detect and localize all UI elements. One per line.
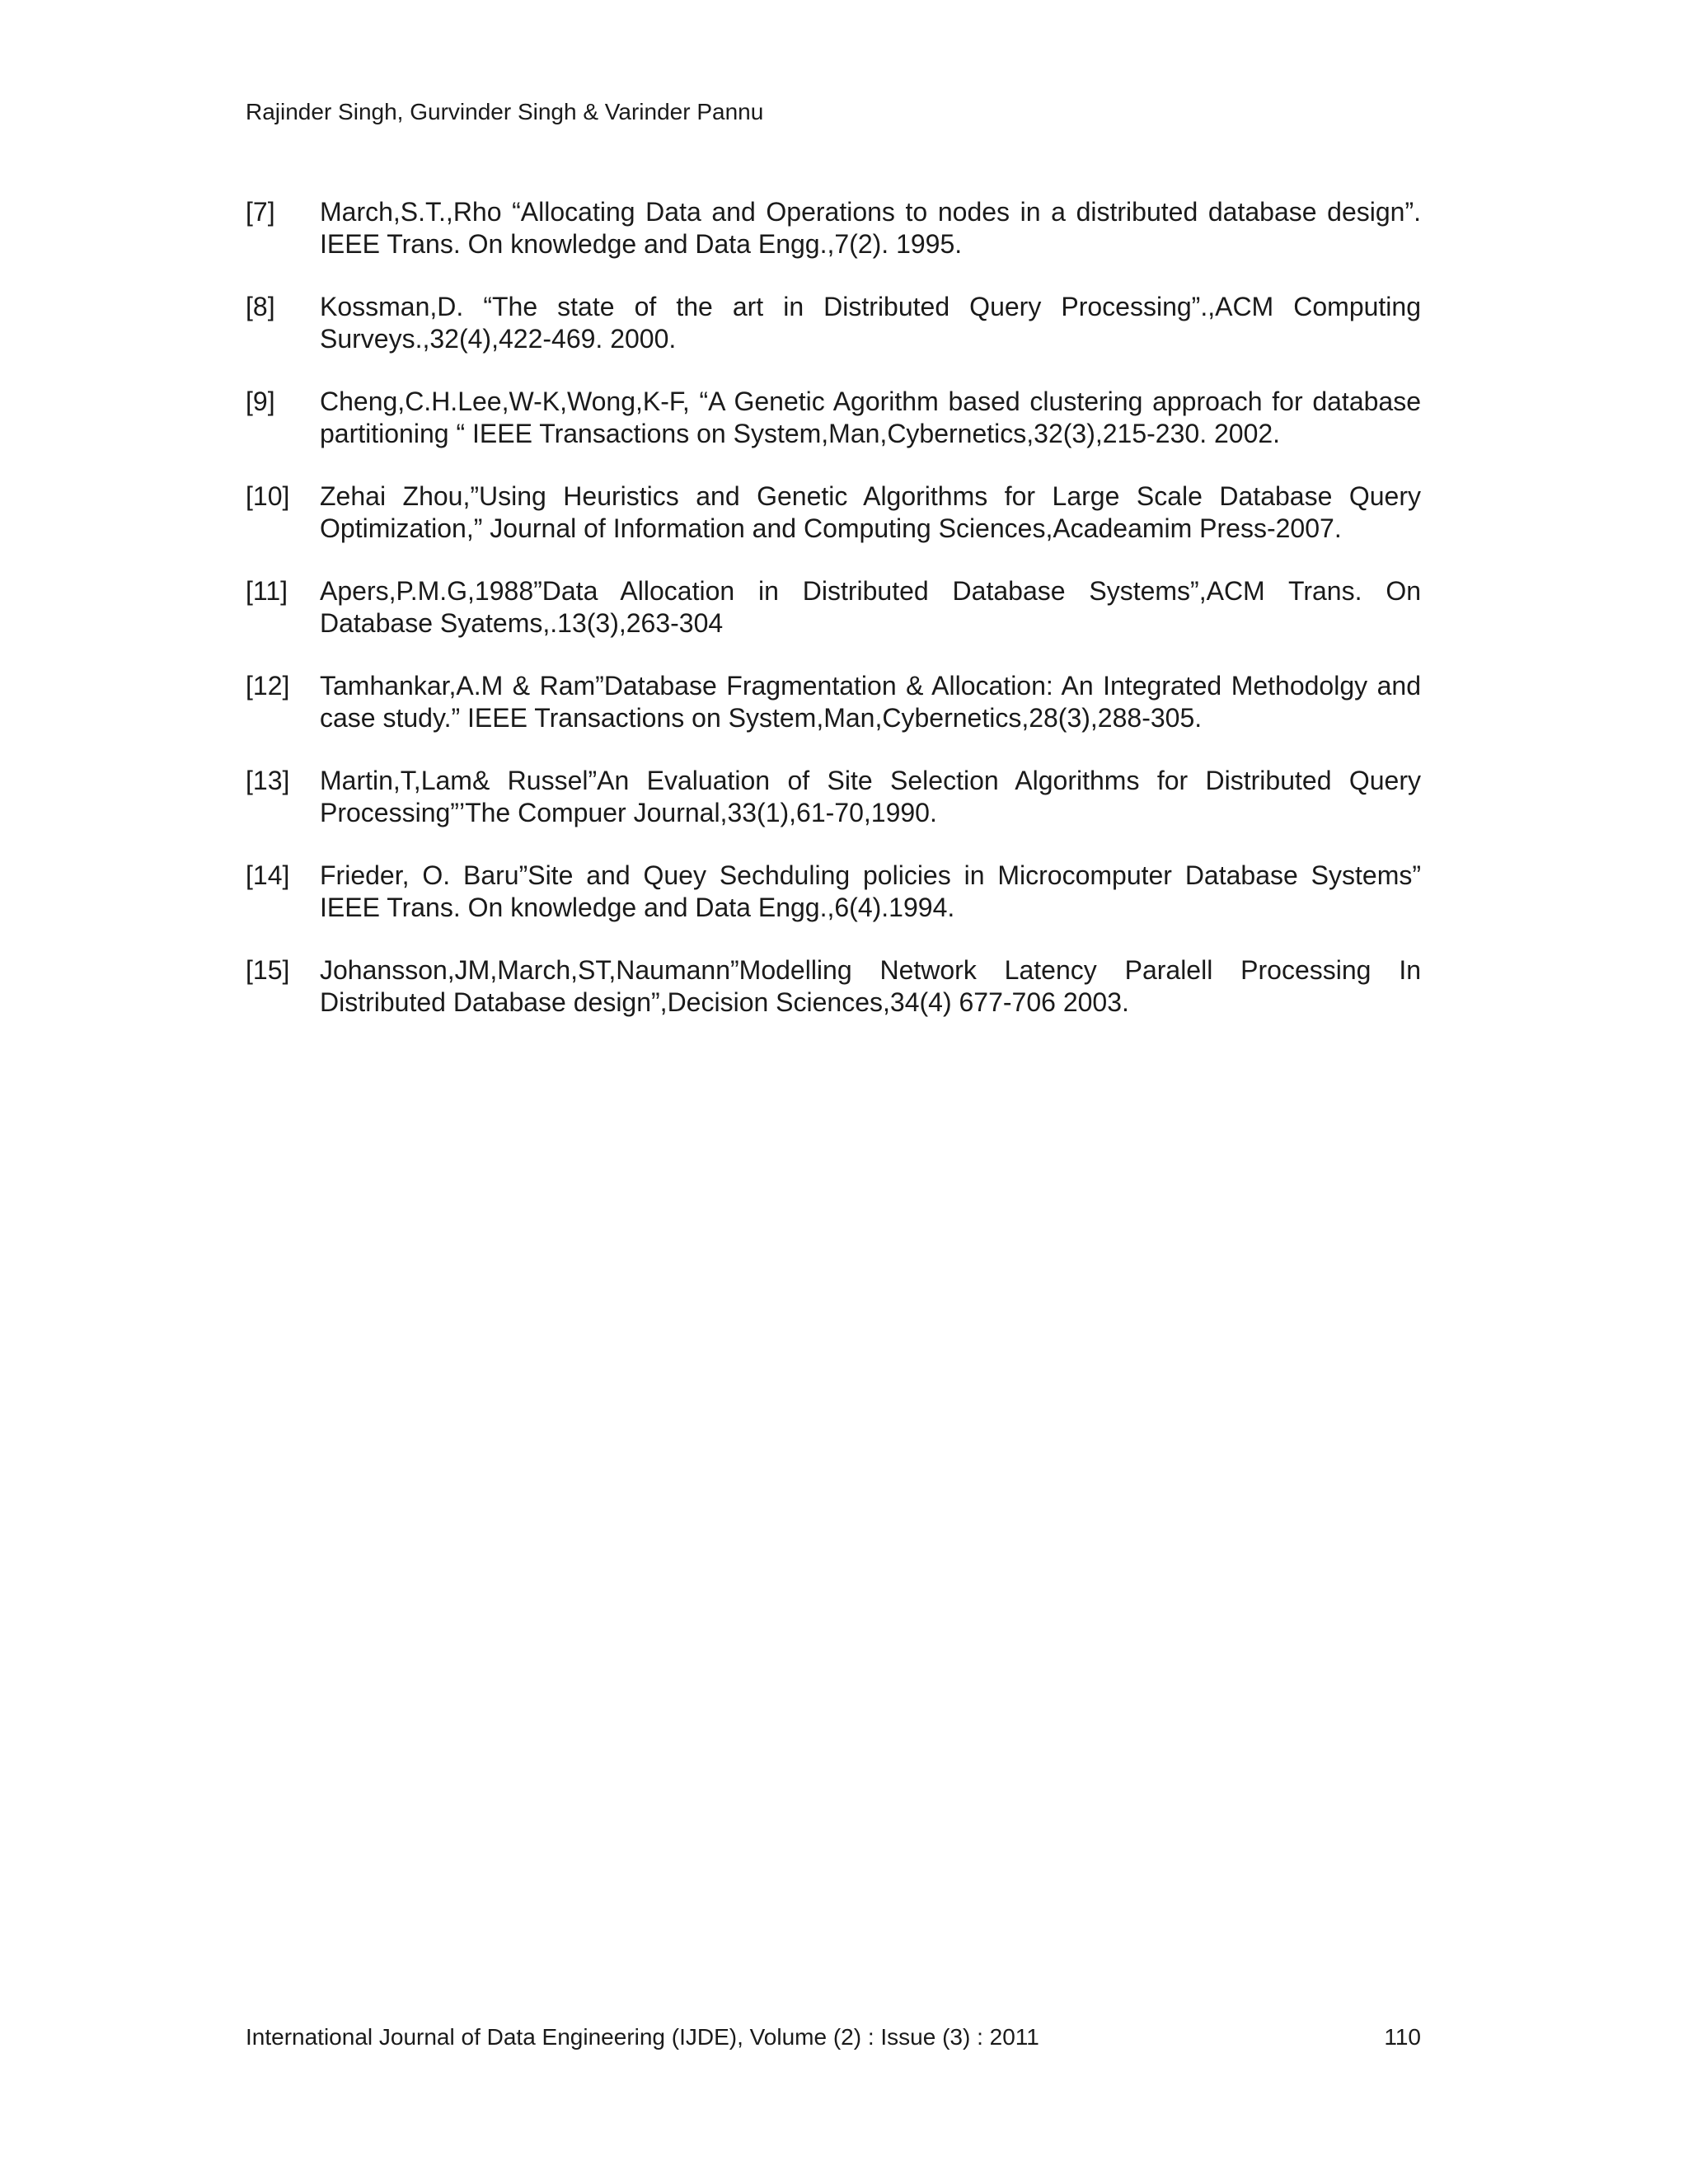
reference-item bbox=[246, 670, 1421, 733]
footer-journal-citation: International Journal of Data Engineering (IJDE), Volume (2) : Issue (3) : 2011 bbox=[246, 2024, 1039, 2050]
reference-text: Zehai Zhou,”Using Heuristics and Genetic Algorithms for Large Scale Database Query Optimization,” Journal of Information and Computing Sciences,Acadeamim Press-2007. bbox=[320, 481, 1421, 543]
reference-number: [10] bbox=[246, 481, 290, 511]
reference-item bbox=[246, 480, 1421, 544]
reference-text: March,S.T.,Rho “Allocating Data and Operations to nodes in a distributed database design”. IEEE Trans. On knowledge and Data Engg.,7(2). 1995. bbox=[320, 197, 1421, 259]
reference-item bbox=[246, 860, 1421, 923]
reference-text: Martin,T,Lam& Russel”An Evaluation of Site Selection Algorithms for Distributed Query Processing”’The Compuer Journal,33(1),61-70,1990. bbox=[320, 766, 1421, 827]
reference-text: Johansson,JM,March,ST,Naumann”Modelling Network Latency Paralell Processing In Distributed Database design”,Decision Sciences,34(4) 677-706 2003. bbox=[320, 955, 1421, 1017]
reference-item bbox=[246, 386, 1421, 449]
reference-item bbox=[246, 575, 1421, 639]
reference-item bbox=[246, 765, 1421, 828]
reference-number: [7] bbox=[246, 197, 275, 227]
reference-number: [8] bbox=[246, 292, 275, 321]
reference-number: [11] bbox=[246, 576, 288, 606]
reference-number: [12] bbox=[246, 671, 290, 701]
reference-number: [9] bbox=[246, 387, 275, 416]
reference-text: Cheng,C.H.Lee,W-K,Wong,K-F, “A Genetic Agorithm based clustering approach for database partitioning “ IEEE Transactions on System,Man,Cybernetics,32(3),215-230. 2002. bbox=[320, 387, 1421, 448]
reference-item bbox=[246, 954, 1421, 1018]
reference-number: [15] bbox=[246, 955, 290, 985]
running-head-authors: Rajinder Singh, Gurvinder Singh & Varinder Pannu bbox=[246, 99, 764, 124]
reference-number: [14] bbox=[246, 860, 290, 890]
reference-number: [13] bbox=[246, 766, 290, 795]
reference-text: Kossman,D. “The state of the art in Distributed Query Processing”.,ACM Computing Surveys.,32(4),422-469. 2000. bbox=[320, 292, 1421, 354]
reference-text: Frieder, O. Baru”Site and Quey Sechduling policies in Microcomputer Database Systems” IEEE Trans. On knowledge and Data Engg.,6(4).1994. bbox=[320, 860, 1421, 922]
reference-list bbox=[246, 196, 1421, 1049]
reference-item bbox=[246, 291, 1421, 354]
reference-text: Tamhankar,A.M & Ram”Database Fragmentation & Allocation: An Integrated Methodolgy and case study.” IEEE Transactions on System,Man,Cybernetics,28(3),288-305. bbox=[320, 671, 1421, 733]
reference-text: Apers,P.M.G,1988”Data Allocation in Distributed Database Systems”,ACM Trans. On Database Syatems,.13(3),263-304 bbox=[320, 576, 1421, 638]
page-number: 110 bbox=[1384, 2024, 1421, 2050]
reference-item bbox=[246, 196, 1421, 260]
